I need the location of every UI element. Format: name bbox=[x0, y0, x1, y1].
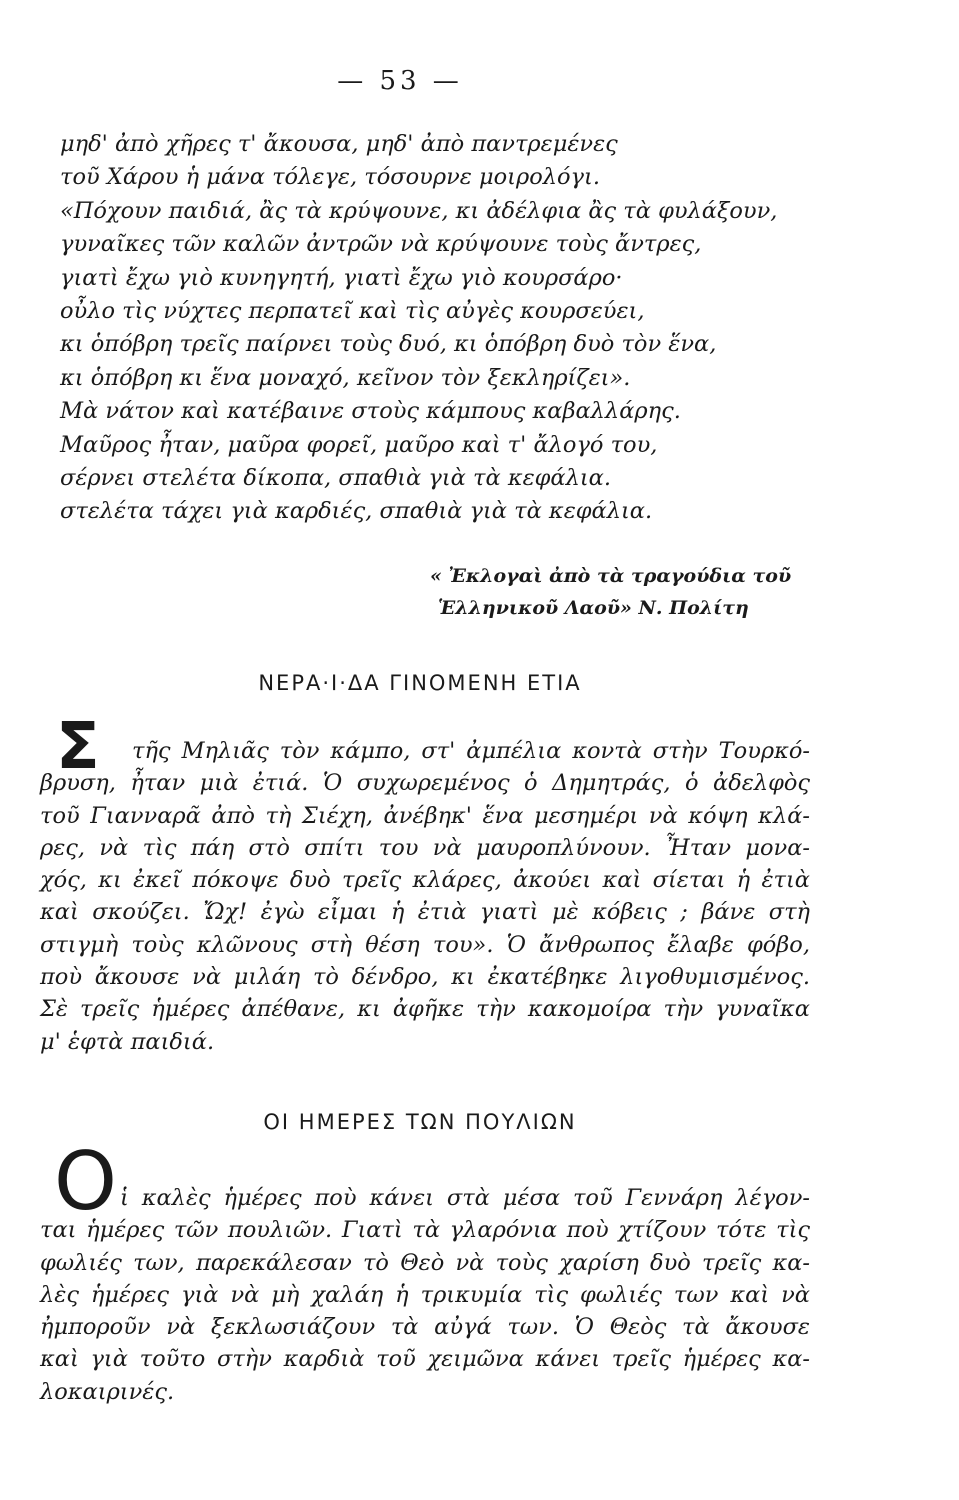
body-line: φωλιές των, παρεκάλεσαν τὸ Θεὸ νὰ τοὺς χαρίση δυὸ τρεῖς κα- bbox=[40, 1249, 810, 1276]
body-line: τοῦ Γιανναρᾶ ἀπὸ τὴ Σιέχη, ἀνέβηκ' ἕνα μεσημέρι νὰ κόψη κλά- bbox=[40, 802, 810, 829]
body-line: στιγμὴ τοὺς κλῶνους στὴ θέση του». Ὁ ἄνθρωπος ἔλαβε φόβο, bbox=[40, 931, 810, 958]
body-line: λοκαιρινές. bbox=[40, 1378, 175, 1405]
body-line: λὲς ἡμέρες γιὰ νὰ μὴ χαλάη ἡ τρικυμία τὶς φωλιές των καὶ νὰ bbox=[40, 1281, 810, 1308]
poem-line: σέρνει στελέτα δίκοπα, σπαθιὰ γιὰ τὰ κεφάλια. bbox=[60, 465, 612, 492]
section-heading: ΝΕΡΑ·Ι·ΔΑ ΓΙΝΟΜΕΝΗ ΕΤΙΑ bbox=[258, 671, 582, 695]
citation-line: Ἑλληνικοῦ Λαοῦ» Ν. Πολίτη bbox=[438, 597, 749, 619]
poem-line: Μαῦρος ἦταν, μαῦρα φορεῖ, μαῦρο καὶ τ' ἄλογό του, bbox=[60, 431, 658, 458]
poem-citation bbox=[430, 560, 850, 624]
poem-line: κι ὁπόβρη τρεῖς παίρνει τοὺς δυό, κι ὁπόβρη δυὸ τὸν ἕνα, bbox=[60, 331, 717, 358]
body-line: ἠμποροῦν νὰ ξεκλωσιάζουν τὰ αὐγά των. Ὁ Θεὸς τὰ ἄκουσε bbox=[40, 1314, 810, 1341]
poem bbox=[60, 128, 840, 529]
poem-line: στελέτα τάχει γιὰ καρδιές, σπαθιὰ γιὰ τὰ κεφάλια. bbox=[60, 498, 653, 525]
body-line: βρυση, ἦταν μιὰ ἐτιά. Ὁ συχωρεμένος ὁ Δημητράς, ὁ ἀδελφὸς bbox=[40, 770, 810, 797]
poem-line: γιατὶ ἔχω γιὸ κυνηγητή, γιατὶ ἔχω γιὸ κουρσάρο· bbox=[60, 264, 623, 291]
drop-cap: Σ bbox=[56, 710, 100, 784]
poem-line: κι ὁπόβρη κι ἕνα μοναχό, κεῖνον τὸν ξεκληρίζει». bbox=[60, 364, 631, 391]
poem-line: «Πόχουν παιδιά, ἂς τὰ κρύψουνε, κι ἀδέλφια ἂς τὰ φυλάξουν, bbox=[60, 197, 778, 224]
section-heading: ΟΙ ΗΜΕΡΕΣ ΤΩΝ ΠΟΥΛΙΩΝ bbox=[263, 1110, 577, 1134]
section-body bbox=[40, 710, 810, 1058]
body-line: ἱ καλὲς ἡμέρες ποὺ κάνει στὰ μέσα τοῦ Γεννάρη λέγον- bbox=[120, 1185, 810, 1211]
citation-line: « Ἐκλογαὶ ἀπὸ τὰ τραγούδια τοῦ bbox=[430, 565, 792, 587]
body-line: τῆς Μηλιᾶς τὸν κάμπο, στ' ἀμπέλια κοντὰ στὴν Τουρκό- bbox=[132, 738, 810, 764]
poem-line: τοῦ Χάρου ἡ μάνα τόλεγε, τόσουρνε μοιρολόγι. bbox=[60, 164, 600, 191]
poem-line: οὖλο τὶς νύχτες περπατεῖ καὶ τὶς αὐγὲς κουρσεύει, bbox=[60, 298, 645, 325]
poem-line: μηδ' ἀπὸ χῆρες τ' ἄκουσα, μηδ' ἀπὸ παντρεμένες bbox=[60, 131, 618, 157]
body-line: καὶ σκούζει. Ὤχ! ἐγὼ εἶμαι ἡ ἐτιὰ γιατὶ μὲ κόβεις ; βάνε στὴ bbox=[40, 899, 810, 926]
body-line: ρες, νὰ τὶς πάη στὸ σπίτι του νὰ μαυροπλύνουν. Ἦταν μονα- bbox=[40, 834, 810, 861]
body-line: καὶ γιὰ τοῦτο στὴν καρδιὰ τοῦ χειμῶνα κάνει τρεῖς ἡμέρες κα- bbox=[40, 1346, 810, 1373]
section-body bbox=[40, 1135, 810, 1408]
body-line: ται ἡμέρες τῶν πουλιῶν. Γιατὶ τὰ γλαρόνια ποὺ χτίζουν τότε τὶς bbox=[40, 1217, 810, 1244]
body-line: χός, κι ἐκεῖ πόκοψε δυὸ τρεῖς κλάρες, ἀκούει καὶ σίεται ἡ ἐτιὰ bbox=[40, 867, 810, 894]
poem-line: Μὰ νάτον καὶ κατέβαινε στοὺς κάμπους καβαλλάρης. bbox=[60, 398, 681, 425]
body-line: ποὺ ἄκουσε νὰ μιλάη τὸ δένδρο, κι ἐκατέβηκε λιγοθυμισμένος. bbox=[40, 964, 810, 991]
poem-line: γυναῖκες τῶν καλῶν ἀντρῶν νὰ κρύψουνε τοὺς ἄντρες, bbox=[60, 231, 702, 258]
page-number: — 53 — bbox=[337, 66, 463, 96]
body-line: Σὲ τρεῖς ἡμέρες ἀπέθανε, κι ἀφῆκε τὴν κακομοίρα τὴν γυναῖκα bbox=[40, 996, 810, 1023]
drop-cap: Ο bbox=[54, 1135, 117, 1228]
body-line: μ' ἑφτὰ παιδιά. bbox=[40, 1028, 215, 1055]
